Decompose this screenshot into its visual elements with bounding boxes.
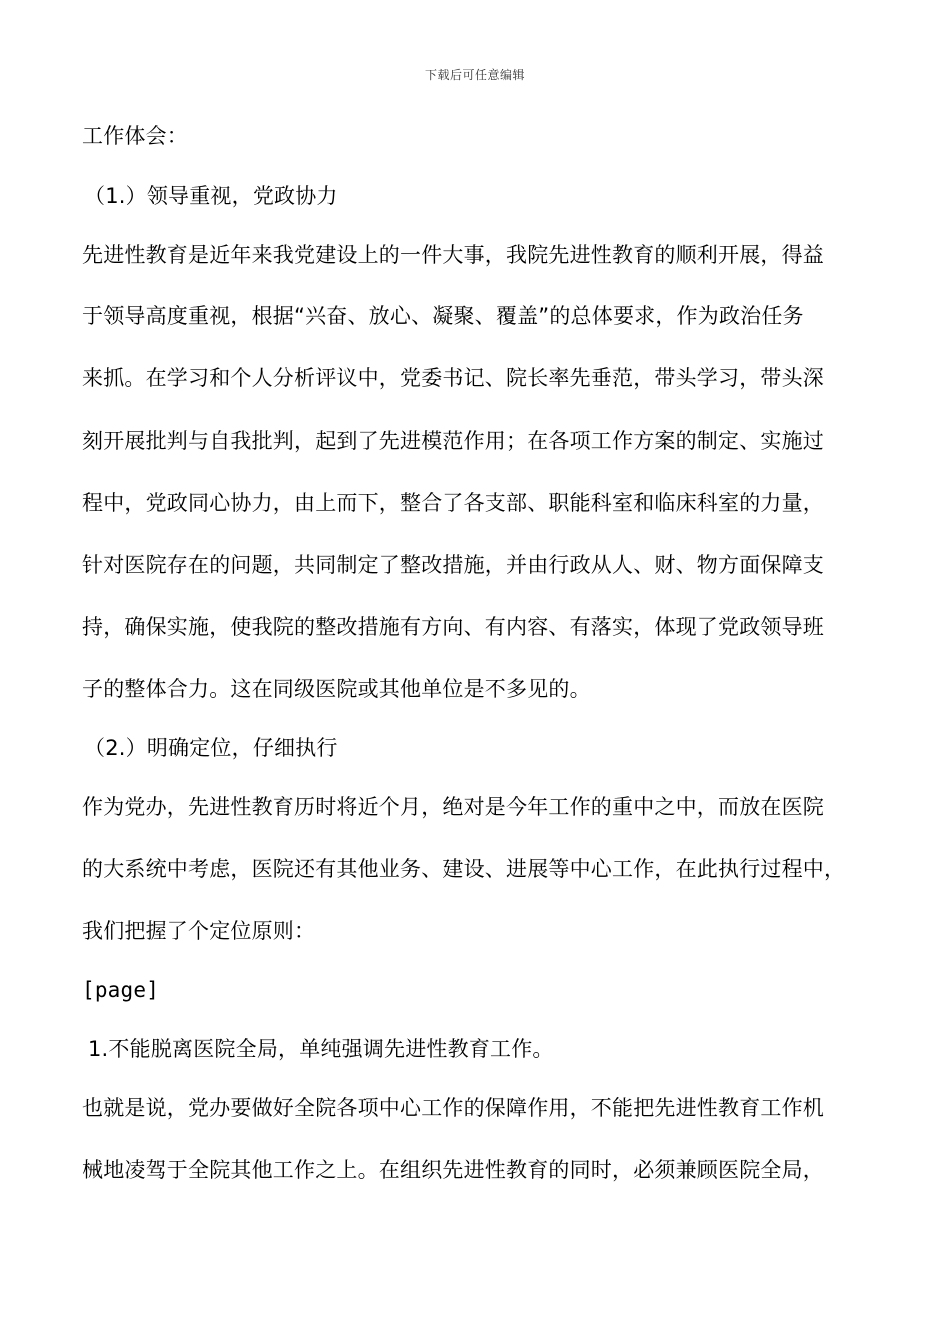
paragraph-line: 械地凌驾于全院其他工作之上。在组织先进性教育的同时，必须兼顾医院全局，: [82, 1158, 824, 1182]
paragraph-line: 作为党办，先进性教育历时将近个月，绝对是今年工作的重中之中，而放在医院: [82, 795, 824, 819]
list-item: 1.不能脱离医院全局，单纯强调先进性教育工作。: [88, 1037, 554, 1061]
paragraph-line: 来抓。在学习和个人分析评议中，党委书记、院长率先垂范，带头学习，带头深: [82, 366, 824, 390]
page-marker: [page]: [82, 978, 160, 1002]
paragraph-line: 的大系统中考虑，医院还有其他业务、建设、进展等中心工作，在此执行过程中，: [82, 857, 846, 881]
paragraph-line: 于领导高度重视，根据“兴奋、放心、凝聚、覆盖”的总体要求，作为政治任务: [82, 304, 804, 328]
paragraph-line: 程中，党政同心协力，由上而下，整合了各支部、职能科室和临床科室的力量，: [82, 491, 824, 515]
paragraph-line: 我们把握了个定位原则：: [82, 919, 316, 943]
paragraph-line: 针对医院存在的问题，共同制定了整改措施，并由行政从人、财、物方面保障支: [82, 553, 824, 577]
header-note: 下载后可任意编辑: [424, 68, 525, 82]
paragraph-line: 也就是说，党办要做好全院各项中心工作的保障作用，不能把先进性教育工作机: [82, 1096, 824, 1120]
subsection-heading: （1.）领导重视，党政协力: [84, 184, 338, 208]
paragraph-line: 先进性教育是近年来我党建设上的一件大事，我院先进性教育的顺利开展，得益: [82, 243, 824, 267]
paragraph-line: 子的整体合力。这在同级医院或其他单位是不多见的。: [82, 677, 591, 701]
subsection-heading: （2.）明确定位，仔细执行: [84, 736, 338, 760]
paragraph-line: 持，确保实施，使我院的整改措施有方向、有内容、有落实，体现了党政领导班: [82, 615, 824, 639]
section-heading: 工作体会：: [82, 124, 188, 148]
paragraph-line: 刻开展批判与自我批判，起到了先进模范作用；在各项工作方案的制定、实施过: [82, 429, 824, 453]
